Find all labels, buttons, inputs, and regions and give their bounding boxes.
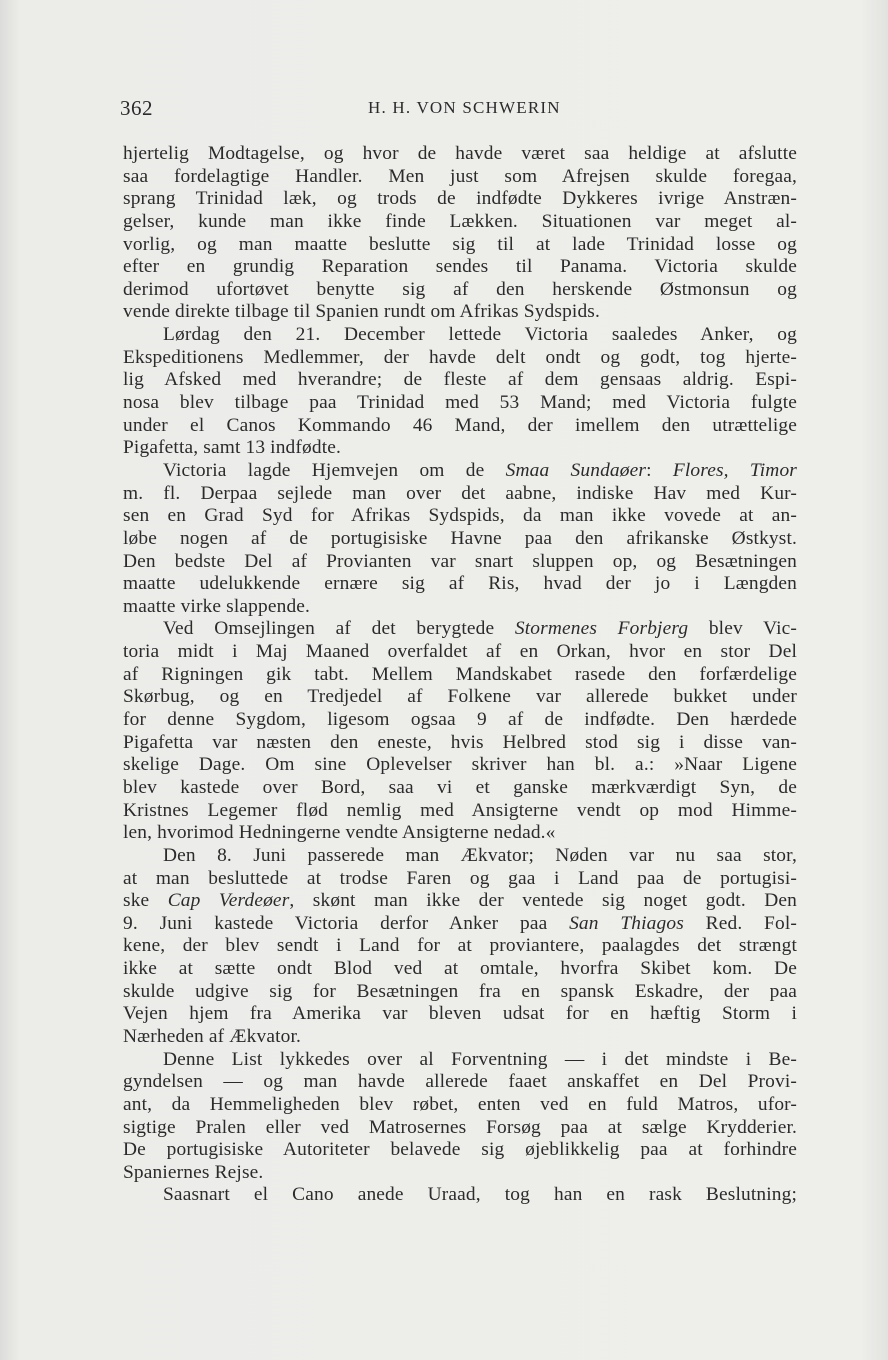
text-run: Victoria lagde Hjemvejen om de	[163, 459, 506, 481]
text-line	[123, 981, 797, 1004]
text-line	[123, 1094, 797, 1117]
text-run: blev Vic-	[688, 618, 797, 640]
text-line	[123, 143, 797, 166]
text-run: toria midt i Maj Maaned overfaldet af en Orkan, hvor en stor Del	[123, 641, 797, 663]
text-line	[123, 1026, 797, 1049]
text-line	[123, 664, 797, 687]
text-line	[123, 1162, 797, 1185]
text-run: lig Afsked med hverandre; de fleste af dem gensaas aldrig. Espi-	[123, 369, 797, 391]
text-line	[123, 709, 797, 732]
text-run: De portugisiske Autoriteter belavede sig øjeblikkelig paa at forhindre	[123, 1139, 797, 1161]
page-header	[120, 96, 800, 122]
text-line	[123, 369, 797, 392]
text-run: Nærheden af Ækvator.	[123, 1025, 302, 1047]
body-text	[123, 143, 797, 1207]
text-run: at man besluttede at trodse Faren og gaa i Land paa de portugisi-	[123, 867, 797, 889]
italic-phrase: San Thiagos	[569, 912, 684, 934]
text-run: sigtige Pralen eller ved Matrosernes Forsøg paa at sælge Krydderier.	[123, 1116, 797, 1138]
text-run: af Rigningen gik tabt. Mellem Mandskabet rasede den forfærdelige	[123, 663, 797, 685]
text-run: Skørbug, og en Tredjedel af Folkene var allerede bukket under	[123, 686, 797, 708]
italic-phrase: Stormenes Forbjerg	[514, 618, 689, 640]
text-line	[123, 573, 797, 596]
text-run: hjertelig Modtagelse, og hvor de havde været saa heldige at afslutte	[123, 143, 797, 164]
text-run: Ved Omsejlingen af det berygtede	[163, 618, 515, 640]
text-line	[123, 641, 797, 664]
text-run: blev kastede over Bord, saa vi et ganske mærkværdigt Syn, de	[123, 776, 797, 798]
text-run: Den bedste Del af Provianten var snart sluppen op, og Besætningen	[123, 550, 797, 572]
text-line	[123, 868, 797, 891]
text-run: efter en grundig Reparation sendes til Panama. Victoria skulde	[123, 256, 797, 278]
text-line	[123, 483, 797, 506]
text-line	[123, 234, 797, 257]
text-line	[123, 1049, 797, 1072]
text-run: sprang Trinidad læk, og trods de indfødte Dykkeres ivrige Anstræn-	[123, 188, 797, 210]
text-run: vende direkte tilbage til Spanien rundt om Afrikas Sydspids.	[123, 301, 600, 323]
text-run: Denne List lykkedes over al Forventning — i det mindste i Be-	[163, 1048, 797, 1070]
text-line	[123, 777, 797, 800]
text-run: Pigafetta, samt 13 indfødte.	[123, 437, 341, 459]
text-line	[123, 415, 797, 438]
text-line	[123, 754, 797, 777]
text-run: skelige Dage. Om sine Oplevelser skriver han bl. a.: »Naar Ligene	[123, 754, 797, 776]
text-run: :	[646, 459, 673, 481]
text-line	[123, 166, 797, 189]
text-line	[123, 732, 797, 755]
text-line	[123, 437, 797, 460]
text-run: ant, da Hemmeligheden blev røbet, enten ved en fuld Matros, ufor-	[123, 1093, 797, 1115]
text-run: gelser, kunde man ikke finde Lækken. Situationen var meget al-	[123, 210, 797, 232]
italic-phrase: Flores, Timor	[672, 459, 797, 481]
text-line	[123, 618, 797, 641]
text-line	[123, 392, 797, 415]
text-run: derimod ufortøvet benytte sig af den herskende Østmonsun og	[123, 278, 797, 300]
page-number: 362	[120, 96, 153, 120]
text-line	[123, 686, 797, 709]
text-line	[123, 1139, 797, 1162]
text-run: gyndelsen — og man havde allerede faaet anskaffet en Del Provi-	[123, 1071, 797, 1093]
text-line	[123, 822, 797, 845]
italic-phrase: Cap Verdeøer	[167, 890, 290, 912]
text-line	[123, 528, 797, 551]
text-run: ske	[123, 890, 168, 912]
italic-phrase: Smaa Sundaøer	[505, 459, 647, 481]
text-line	[123, 958, 797, 981]
text-run: Red. Fol-	[683, 912, 797, 934]
text-run: løbe nogen af de portugisiske Havne paa den afrikanske Østkyst.	[123, 527, 797, 549]
text-line	[123, 188, 797, 211]
text-line	[123, 913, 797, 936]
text-run: , skønt man ikke der ventede sig noget godt. Den	[289, 890, 798, 912]
text-line	[123, 505, 797, 528]
text-run: for denne Sygdom, ligesom ogsaa 9 af de indfødte. Den hærdede	[123, 709, 797, 731]
text-line	[123, 596, 797, 619]
text-line	[123, 800, 797, 823]
text-run: m. fl. Derpaa sejlede man over det aabne, indiske Hav med Kur-	[123, 482, 797, 504]
text-run: nosa blev tilbage paa Trinidad med 53 Mand; med Victoria fulgte	[123, 392, 797, 414]
text-line	[123, 845, 797, 868]
text-line	[123, 211, 797, 234]
text-line	[123, 301, 797, 324]
text-line	[123, 324, 797, 347]
text-run: Den 8. Juni passerede man Ækvator; Nøden var nu saa stor,	[163, 844, 797, 866]
text-line	[123, 1003, 797, 1026]
text-run: Saasnart el Cano anede Uraad, tog han en rask Beslutning;	[163, 1184, 797, 1206]
running-head: H. H. VON SCHWERIN	[368, 98, 561, 117]
text-run: maatte virke slappende.	[123, 595, 311, 617]
text-line	[123, 460, 797, 483]
text-run: skulde udgive sig for Besætningen fra en spansk Eskadre, der paa	[123, 980, 797, 1002]
text-run: vorlig, og man maatte beslutte sig til at lade Trinidad losse og	[123, 233, 797, 255]
text-run: 9. Juni kastede Victoria derfor Anker paa	[123, 912, 570, 934]
text-run: len, hvorimod Hedningerne vendte Ansigterne nedad.«	[123, 822, 556, 844]
text-run: under el Canos Kommando 46 Mand, der imellem den utrættelige	[123, 414, 797, 436]
text-run: saa fordelagtige Handler. Men just som Afrejsen skulde foregaa,	[123, 165, 797, 187]
text-line	[123, 551, 797, 574]
text-line	[123, 279, 797, 302]
text-line	[123, 1117, 797, 1140]
text-run: Vejen hjem fra Amerika var bleven udsat for en hæftig Storm i	[123, 1003, 797, 1025]
text-run: Ekspeditionens Medlemmer, der havde delt ondt og godt, tog hjerte-	[123, 346, 797, 368]
text-line	[123, 890, 797, 913]
text-run: Pigafetta var næsten den eneste, hvis Helbred stod sig i disse van-	[123, 731, 797, 753]
text-line	[123, 1184, 797, 1207]
text-line	[123, 347, 797, 370]
text-run: Spaniernes Rejse.	[123, 1161, 264, 1183]
text-run: maatte udelukkende ernære sig af Ris, hvad der jo i Længden	[123, 573, 797, 595]
text-run: kene, der blev sendt i Land for at proviantere, paalagdes det strængt	[123, 935, 797, 957]
text-run: Lørdag den 21. December lettede Victoria saaledes Anker, og	[163, 324, 797, 346]
text-line	[123, 1071, 797, 1094]
text-run: sen en Grad Syd for Afrikas Sydspids, da man ikke vovede at an-	[123, 505, 797, 527]
text-line	[123, 935, 797, 958]
text-run: Kristnes Legemer flød nemlig med Ansigterne vendt op mod Himme-	[123, 799, 797, 821]
text-run: ikke at sætte ondt Blod ved at omtale, hvorfra Skibet kom. De	[123, 958, 797, 980]
text-line	[123, 256, 797, 279]
